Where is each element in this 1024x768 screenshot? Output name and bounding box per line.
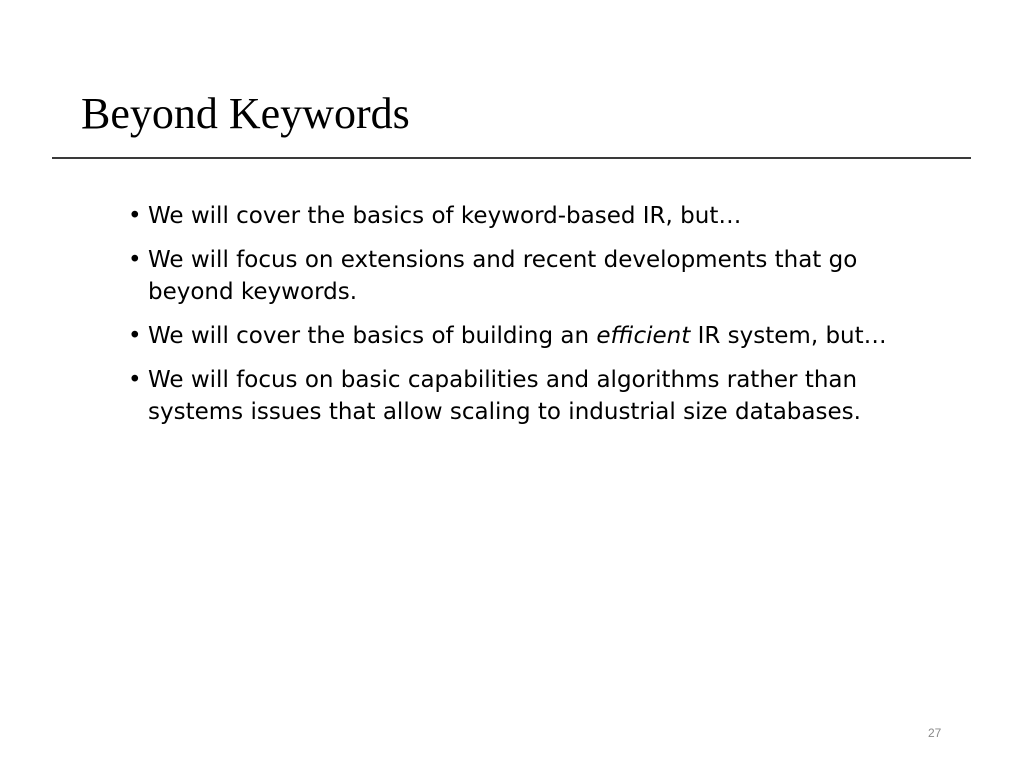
bullet-item	[128, 364, 928, 428]
bullet-text: We will focus on basic capabilities and algorithms rather than systems issues that allow scaling to industrial size databases.	[148, 367, 861, 425]
bullet-item	[128, 244, 928, 308]
page-number: 27	[928, 726, 942, 740]
bullet-icon: •	[128, 247, 142, 273]
bullet-icon: •	[128, 203, 142, 229]
bullet-text: We will focus on extensions and recent developments that go beyond keywords.	[148, 247, 858, 305]
bullet-item	[128, 200, 928, 232]
bullet-text-start: We will cover the basics of building an	[148, 323, 597, 349]
title-divider	[52, 157, 971, 159]
bullet-icon: •	[128, 323, 142, 349]
bullet-text-end: IR system, but…	[690, 323, 887, 349]
bullet-text-emphasis: efficient	[596, 323, 691, 349]
slide-title: Beyond Keywords	[81, 89, 410, 138]
bullet-text: We will cover the basics of keyword-based IR, but…	[148, 203, 742, 229]
bullet-icon: •	[128, 367, 142, 393]
bullet-item	[128, 320, 928, 352]
bullet-list	[128, 200, 928, 440]
